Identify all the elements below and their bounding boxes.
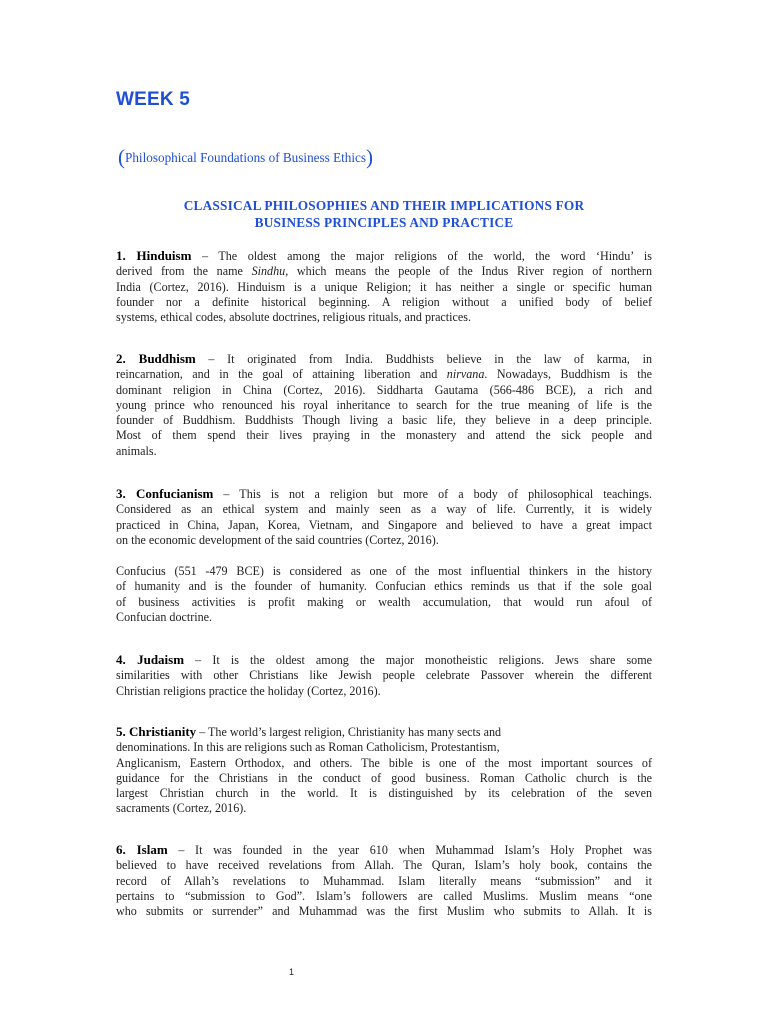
section-heading [116, 197, 652, 231]
paragraph-line: sacraments (Cortez, 2016). [116, 801, 247, 816]
paragraph-line: founder nor a definite historical beginning. A religion without a unified body of belief [116, 294, 652, 309]
paragraph-line: practiced in China, Japan, Korea, Vietnam, and Singapore and believed to have a great impact [116, 517, 652, 532]
subtitle-close-paren: ) [366, 145, 374, 169]
paragraph-line: 2. Buddhism – It originated from India. Buddhists believe in the law of karma, in [116, 351, 652, 366]
paragraph-line: pertains to “submission to God”. Islam’s followers are called Muslims. Muslim means “one [116, 888, 652, 903]
paragraph-line: of business activities is profit making or wealth accumulation, that would run afoul of [116, 594, 652, 609]
subtitle [118, 145, 373, 170]
paragraph-line: animals. [116, 443, 157, 458]
paragraph-line: similarities with other Christians like Jewish people celebrate Passover wherein the different [116, 668, 652, 683]
paragraph-line: on the economic development of the said countries (Cortez, 2016). [116, 532, 439, 547]
paragraph-line: 6. Islam – It was founded in the year 610 when Muhammad Islam’s Holy Prophet was [116, 842, 652, 857]
subtitle-open-paren: ( [118, 145, 125, 169]
paragraph-line: denominations. In this are religions such as Roman Catholicism, Protestantism, [116, 740, 500, 755]
paragraph-judaism [116, 652, 652, 699]
heading-line-2: BUSINESS PRINCIPLES AND PRACTICE [254, 215, 514, 230]
paragraph-line: dominant religion in China (Cortez, 2016). Siddharta Gautama (566-486 BCE), a rich and [116, 382, 652, 397]
paragraph-line: Confucian doctrine. [116, 609, 213, 624]
paragraph-line: systems, ethical codes, absolute doctrines, religious rituals, and practices. [116, 310, 471, 324]
italic-term: nirvana [446, 367, 485, 382]
paragraph-line: of humanity and is the founder of humanity. Confucian ethics reminds us that if the sole goal [116, 579, 652, 594]
term-islam: 6. Islam [116, 842, 168, 857]
paragraph-line: derived from the name Sindhu, which means the people of the Indus River region of northern [116, 264, 652, 279]
heading-line-1: CLASSICAL PHILOSOPHIES AND THEIR IMPLICATIONS FOR [183, 198, 585, 213]
paragraph-buddhism [116, 351, 652, 459]
paragraph-line: 5. Christianity – The world’s largest religion, Christianity has many sects and [116, 724, 502, 739]
page-number: 1 [289, 967, 295, 977]
paragraph-line: Confucius (551 -479 BCE) is considered as one of the most influential thinkers in the history [116, 564, 652, 578]
paragraph-line: guidance for the Christians in the conduct of good business. Roman Catholic church is the [116, 770, 652, 785]
subtitle-text: Philosophical Foundations of Business Ethics [125, 150, 367, 165]
paragraph-line: largest Christian church in the world. It is distinguished by its celebration of the seven [116, 786, 652, 800]
paragraph-line: founder of Buddhism. Buddhists Though living a basic life, they believe in a deep principle. [116, 413, 652, 427]
term-judaism: 4. Judaism [116, 652, 185, 667]
term-buddhism: 2. Buddhism [116, 351, 196, 366]
paragraph-confucianism [116, 486, 652, 548]
paragraph-line: Most of them spend their lives praying in the monastery and attend the sick people and [116, 428, 652, 443]
paragraph-islam [116, 842, 652, 919]
paragraph-christianity [116, 724, 652, 817]
paragraph-line: believed to have received revelations from Allah. The Quran, Islam’s holy book, contains the [116, 858, 652, 873]
italic-term: Sindhu [251, 264, 286, 279]
paragraph-hinduism [116, 248, 652, 325]
paragraph-line: 1. Hinduism – The oldest among the major religions of the world, the word ‘Hindu’ is [116, 248, 652, 263]
week-title: WEEK 5 [116, 89, 191, 110]
paragraph-line: young prince who renounced his royal inheritance to search for the true meaning of life is the [116, 397, 652, 412]
paragraph-line: 4. Judaism – It is the oldest among the major monotheistic religions. Jews share some [116, 652, 652, 667]
paragraph-line: reincarnation, and in the goal of attaining liberation and nirvana. Nowadays, Buddhism is the [116, 367, 652, 382]
term-confucianism: 3. Confucianism [116, 486, 214, 501]
paragraph-line: 3. Confucianism – This is not a religion but more of a body of philosophical teachings. [116, 486, 652, 501]
term-hinduism: 1. Hinduism [116, 248, 192, 263]
paragraph-line: record of Allah’s revelations to Muhammad. Islam literally means “submission” and it [116, 873, 652, 888]
paragraph-line: India (Cortez, 2016). Hinduism is a unique Religion; it has neither a single or specific human [116, 279, 652, 294]
paragraph-confucius [116, 564, 652, 625]
paragraph-line: Anglicanism, Eastern Orthodox, and others. The bible is one of the most important sources of [116, 755, 652, 770]
paragraph-line: who submits or surrender” and Muhammad was the first Muslim who submits to Allah. It is [116, 904, 652, 918]
paragraph-line: Considered as an ethical system and mainly seen as a way of life. Currently, it is widely [116, 502, 652, 517]
term-christianity: 5. Christianity [116, 724, 197, 739]
paragraph-line: Christian religions practice the holiday (Cortez, 2016). [116, 683, 381, 698]
